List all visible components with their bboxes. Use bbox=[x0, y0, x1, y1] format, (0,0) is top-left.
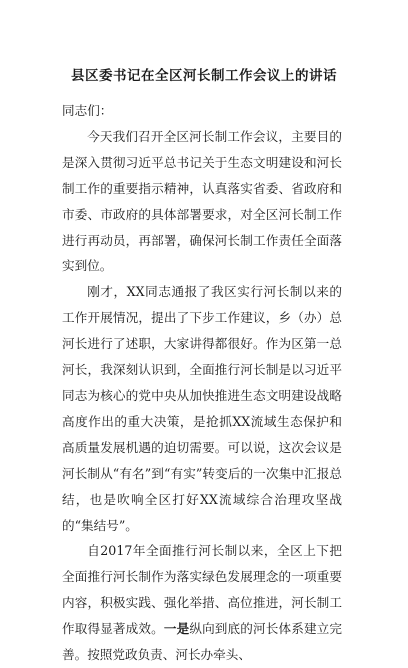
document-body bbox=[62, 98, 342, 668]
salutation: 同志们： bbox=[62, 103, 113, 118]
document-title: 县区委书记在全区河长制工作会议上的讲话 bbox=[71, 68, 337, 84]
paragraph-achievements-continued: 纵向到底的河长体系建立完善。按照党政负责、河长办牵头、 bbox=[62, 621, 343, 663]
paragraph-achievements-text: 自2017年全面推行河长制以来，全区上下把全面推行河长制作为落实绿色发展理念的一项重要内容，积极实践、强化举措、高位推进，河长制工作取得显著成效。 bbox=[62, 543, 342, 637]
paragraph-achievements bbox=[62, 538, 342, 668]
paragraph-report: 刚才，XX同志通报了我区实行河长制以来的工作开展情况，提出了下步工作建议，乡（办）总河长进行了述职，大家讲得都很好。作为区第一总河长，我深刻认识到，全面推行河长制是以习近平同志为核心的党中央从加快推进生态文明建设战略高度作出的重大决策，是抢抓XX流域生态保护和高质量发展机遇的迫切需要。可以说，这次会议是河长制从“有名”到“有实”转变后的一次集中汇报总结，也是吹响全区打好XX流域综合治理攻坚战的“集结号”。 bbox=[62, 284, 342, 533]
bold-lead-first: 一是 bbox=[163, 621, 190, 637]
paragraph-opening: 今天我们召开全区河长制工作会议，主要目的是深入贯彻习近平总书记关于生态文明建设和河长制工作的重要指示精神，认真落实省委、省政府和市委、市政府的具体部署要求，对全区河长制工作进行再动员，再部署，确保河长制工作责任全面落实到位。 bbox=[62, 128, 342, 274]
